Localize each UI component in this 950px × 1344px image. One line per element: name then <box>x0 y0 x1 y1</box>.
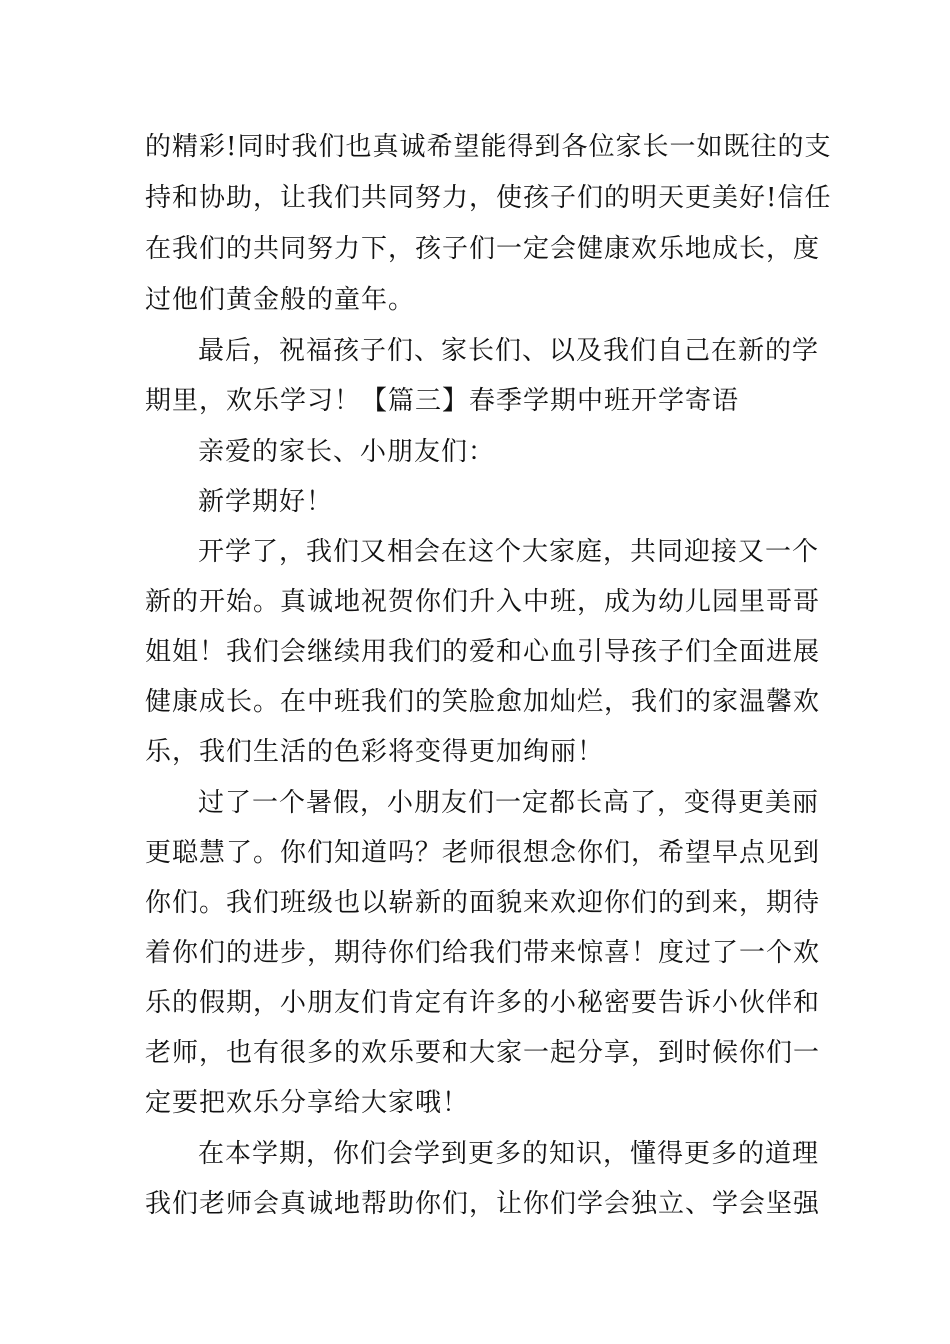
text-line: 期里，欢乐学习！【篇三】春季学期中班开学寄语 <box>145 386 740 416</box>
text-line: 定要把欢乐分享给大家哦！ <box>145 1088 470 1118</box>
salutation-line: 亲爱的家长、小朋友们： <box>198 437 496 467</box>
text-line: 我们老师会真诚地帮助你们，让你们学会独立、学会坚强 <box>145 1189 821 1219</box>
text-line: 着你们的进步，期待你们给我们带来惊喜！度过了一个欢 <box>145 938 821 968</box>
paragraph-start-line: 最后，祝福孩子们、家长们、以及我们自己在新的学 <box>198 336 820 366</box>
text-line: 姐姐！我们会继续用我们的爱和心血引导孩子们全面进展 <box>145 637 821 667</box>
paragraph-start-line: 过了一个暑假，小朋友们一定都长高了，变得更美丽 <box>198 788 820 818</box>
text-line: 你们。我们班级也以崭新的面貌来欢迎你们的到来，期待 <box>145 888 821 918</box>
text-line: 在我们的共同努力下，孩子们一定会健康欢乐地成长，度 <box>145 234 821 264</box>
text-line: 健康成长。在中班我们的笑脸愈加灿烂，我们的家温馨欢 <box>145 687 821 717</box>
greeting-line: 新学期好！ <box>198 487 334 517</box>
paragraph-start-line: 开学了，我们又相会在这个大家庭，共同迎接又一个 <box>198 537 820 567</box>
text-line: 乐，我们生活的色彩将变得更加绚丽！ <box>145 737 605 767</box>
text-line: 过他们黄金般的童年。 <box>145 285 416 315</box>
text-line: 持和协助，让我们共同努力，使孩子们的明天更美好!信任 <box>145 183 832 213</box>
paragraph-start-line: 在本学期，你们会学到更多的知识，懂得更多的道理 <box>198 1139 820 1169</box>
text-line: 新的开始。真诚地祝贺你们升入中班，成为幼儿园里哥哥 <box>145 587 821 617</box>
text-line: 的精彩!同时我们也真诚希望能得到各位家长一如既往的支 <box>145 132 832 162</box>
text-line: 乐的假期，小朋友们肯定有许多的小秘密要告诉小伙伴和 <box>145 988 821 1018</box>
text-line: 更聪慧了。你们知道吗？老师很想念你们，希望早点见到 <box>145 838 821 868</box>
text-line: 老师，也有很多的欢乐要和大家一起分享，到时候你们一 <box>145 1038 821 1068</box>
